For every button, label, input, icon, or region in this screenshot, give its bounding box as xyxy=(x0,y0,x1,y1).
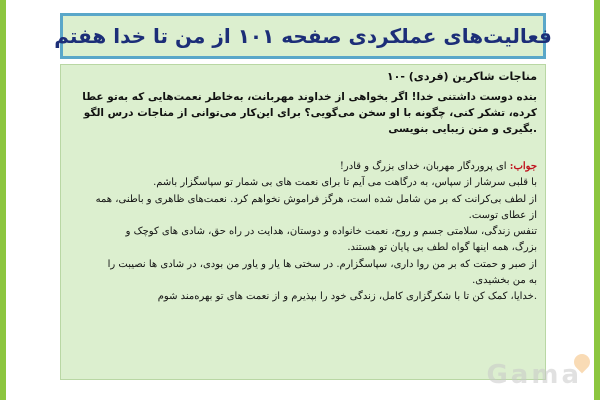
answer-line: از صبر و حمتت که بر من روا داری، سپاسگزارم. در سختی ها یار و یاور من بودی، در شادی ها نصیبت را xyxy=(107,258,537,270)
answer-first-line xyxy=(69,159,537,175)
right-green-bar xyxy=(594,0,600,400)
answer-line: تنفس زندگی، سلامتی جسم و روح، نعمت خانواده و دوستان، هدایت در راه حق، شادی های کوچک و xyxy=(125,226,537,238)
question-line: کرده، تشکر کنی، چگونه با او سخن می‌گویی؟ برای این‌کار می‌توانی از مناجات درس الگو xyxy=(83,107,537,119)
title-banner xyxy=(54,13,552,59)
content-panel xyxy=(60,64,546,380)
answer-greeting: ای پروردگار مهربان، خدای بزرگ و قادر! xyxy=(339,161,510,172)
section-heading: مناجات شاکرین (فردی) -۱۰ xyxy=(386,70,537,83)
answer-line: از لطف بی‌کرانت که بر من شامل شده است، هرگز فراموش نخواهم کرد. نعمت‌های ظاهری و باطنی، همه xyxy=(95,193,537,205)
answer-line: .خدایا، کمک کن تا با شکرگزاری کامل، زندگی خود را بپذیرم و از نعمت های تو بهره‌مند شوم xyxy=(157,291,537,303)
answer-line: به من بخشیدی. xyxy=(472,275,537,287)
left-green-bar xyxy=(0,0,6,400)
answer-line: با قلبی سرشار از سپاس، به درگاهت می آیم تا برای نعمت های بی شمار تو سپاسگزار باشم. xyxy=(153,177,537,189)
question-block xyxy=(69,89,537,137)
question-line: بنده دوست داشتنی خدا! اگر بخواهی از خداوند مهربانت، به‌خاطر نعمت‌هایی که به‌تو عطا xyxy=(82,91,537,103)
answer-line: بزرگ، همه اینها گواه لطف بی پایان تو هستند. xyxy=(347,242,537,254)
answer-block xyxy=(69,159,537,306)
page-title: فعالیت‌های عملکردی صفحه ۱۰۱ از من تا خدا هفتم xyxy=(54,24,552,48)
watermark-text: Gama xyxy=(486,360,582,390)
answer-label: جواب: xyxy=(509,161,537,172)
question-line: .بگیری و متن زیبایی بنویسی xyxy=(388,123,537,135)
answer-line: از عطای توست. xyxy=(468,209,537,221)
